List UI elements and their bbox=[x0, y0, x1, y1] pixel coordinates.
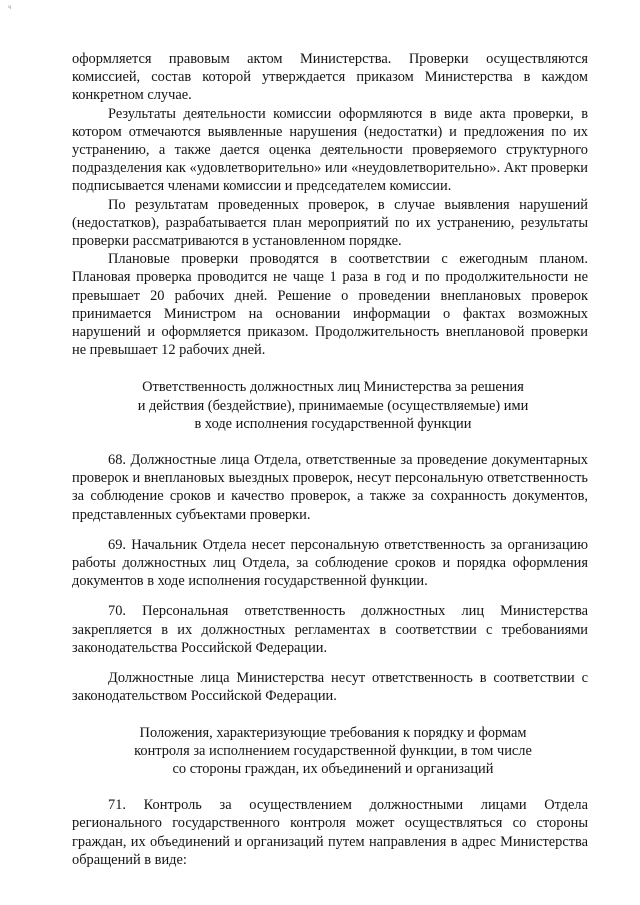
paragraph-68: 68. Должностные лица Отдела, ответственные за проведение документарных проверок и внеплановых выездных проверок, несут персональную ответственность за соблюдение сроков и качество проверок, а также за сохранность документов, представленных субъектами проверки. bbox=[72, 452, 588, 523]
section-heading-line: и действия (бездействие), принимаемые (осуществляемые) ими bbox=[137, 397, 529, 414]
paragraph-inspection-results: Результаты деятельности комиссии оформляются в виде акта проверки, в котором отмечаются выявленные нарушения (недостатки) и предложения по их устранению, а также дается оценка деятельности проверяемого структурного подразделения как «удовлетворительно» или «неудовлетворительно». Акт проверки подписывается членами комиссии и председателем комиссии. bbox=[72, 105, 588, 195]
document-body bbox=[72, 50, 588, 869]
section-heading-line: в ходе исполнения государственной функции bbox=[194, 415, 472, 432]
paragraph-inspection-order: оформляется правовым актом Министерства. Проверки осуществляются комиссией, состав которой утверждается приказом Министерства в каждом конкретном случае. bbox=[72, 51, 588, 104]
paragraph-69: 69. Начальник Отдела несет персональную ответственность за организацию работы должностных лиц Отдела, за соблюдение сроков и порядка оформления документов в ходе исполнения государственной функции. bbox=[72, 536, 588, 590]
section-heading-line: Ответственность должностных лиц Министерства за решения bbox=[142, 379, 524, 396]
paragraph-remediation-plan: По результатам проведенных проверок, в случае выявления нарушений (недостатков), разрабатывается план мероприятий по их устранению, результаты проверки рассматриваются в установленном порядке. bbox=[72, 196, 588, 250]
paragraph-70: 70. Персональная ответственность должностных лиц Министерства закрепляется в их должностных регламентах в соответствии с требованиями законодательства Российской Федерации. bbox=[72, 603, 588, 656]
section-heading-line: Положения, характеризующие требования к порядку и формам bbox=[139, 724, 527, 741]
paragraph-planned-inspections: Плановые проверки проводятся в соответствии с ежегодным планом. Плановая проверка проводится не чаще 1 раза в год и по продолжительности не превышает 20 рабочих дней. Решение о проведении внеплановых проверок принимается Министром на основании информации о фактах возможных нарушений и оформляется приказом. Продолжительность внеплановой проверки не превышает 12 рабочих дней. bbox=[72, 251, 588, 359]
paragraph-officials-liability: Должностные лица Министерства несут ответственность в соответствии с законодательством Российской Федерации. bbox=[72, 670, 588, 705]
section-heading-control bbox=[72, 724, 588, 779]
paragraph-71: 71. Контроль за осуществлением должностными лицами Отдела регионального государственного контроля может осуществляться со стороны граждан, их объединений и организаций путем направления в адрес Министерства обращений в виде: bbox=[72, 797, 588, 868]
section-heading-line: со стороны граждан, их объединений и организаций bbox=[172, 760, 494, 777]
section-heading-responsibility bbox=[72, 378, 588, 433]
section-heading-line: контроля за исполнением государственной функции, в том числе bbox=[134, 742, 532, 759]
scan-mark: ч bbox=[8, 3, 12, 11]
